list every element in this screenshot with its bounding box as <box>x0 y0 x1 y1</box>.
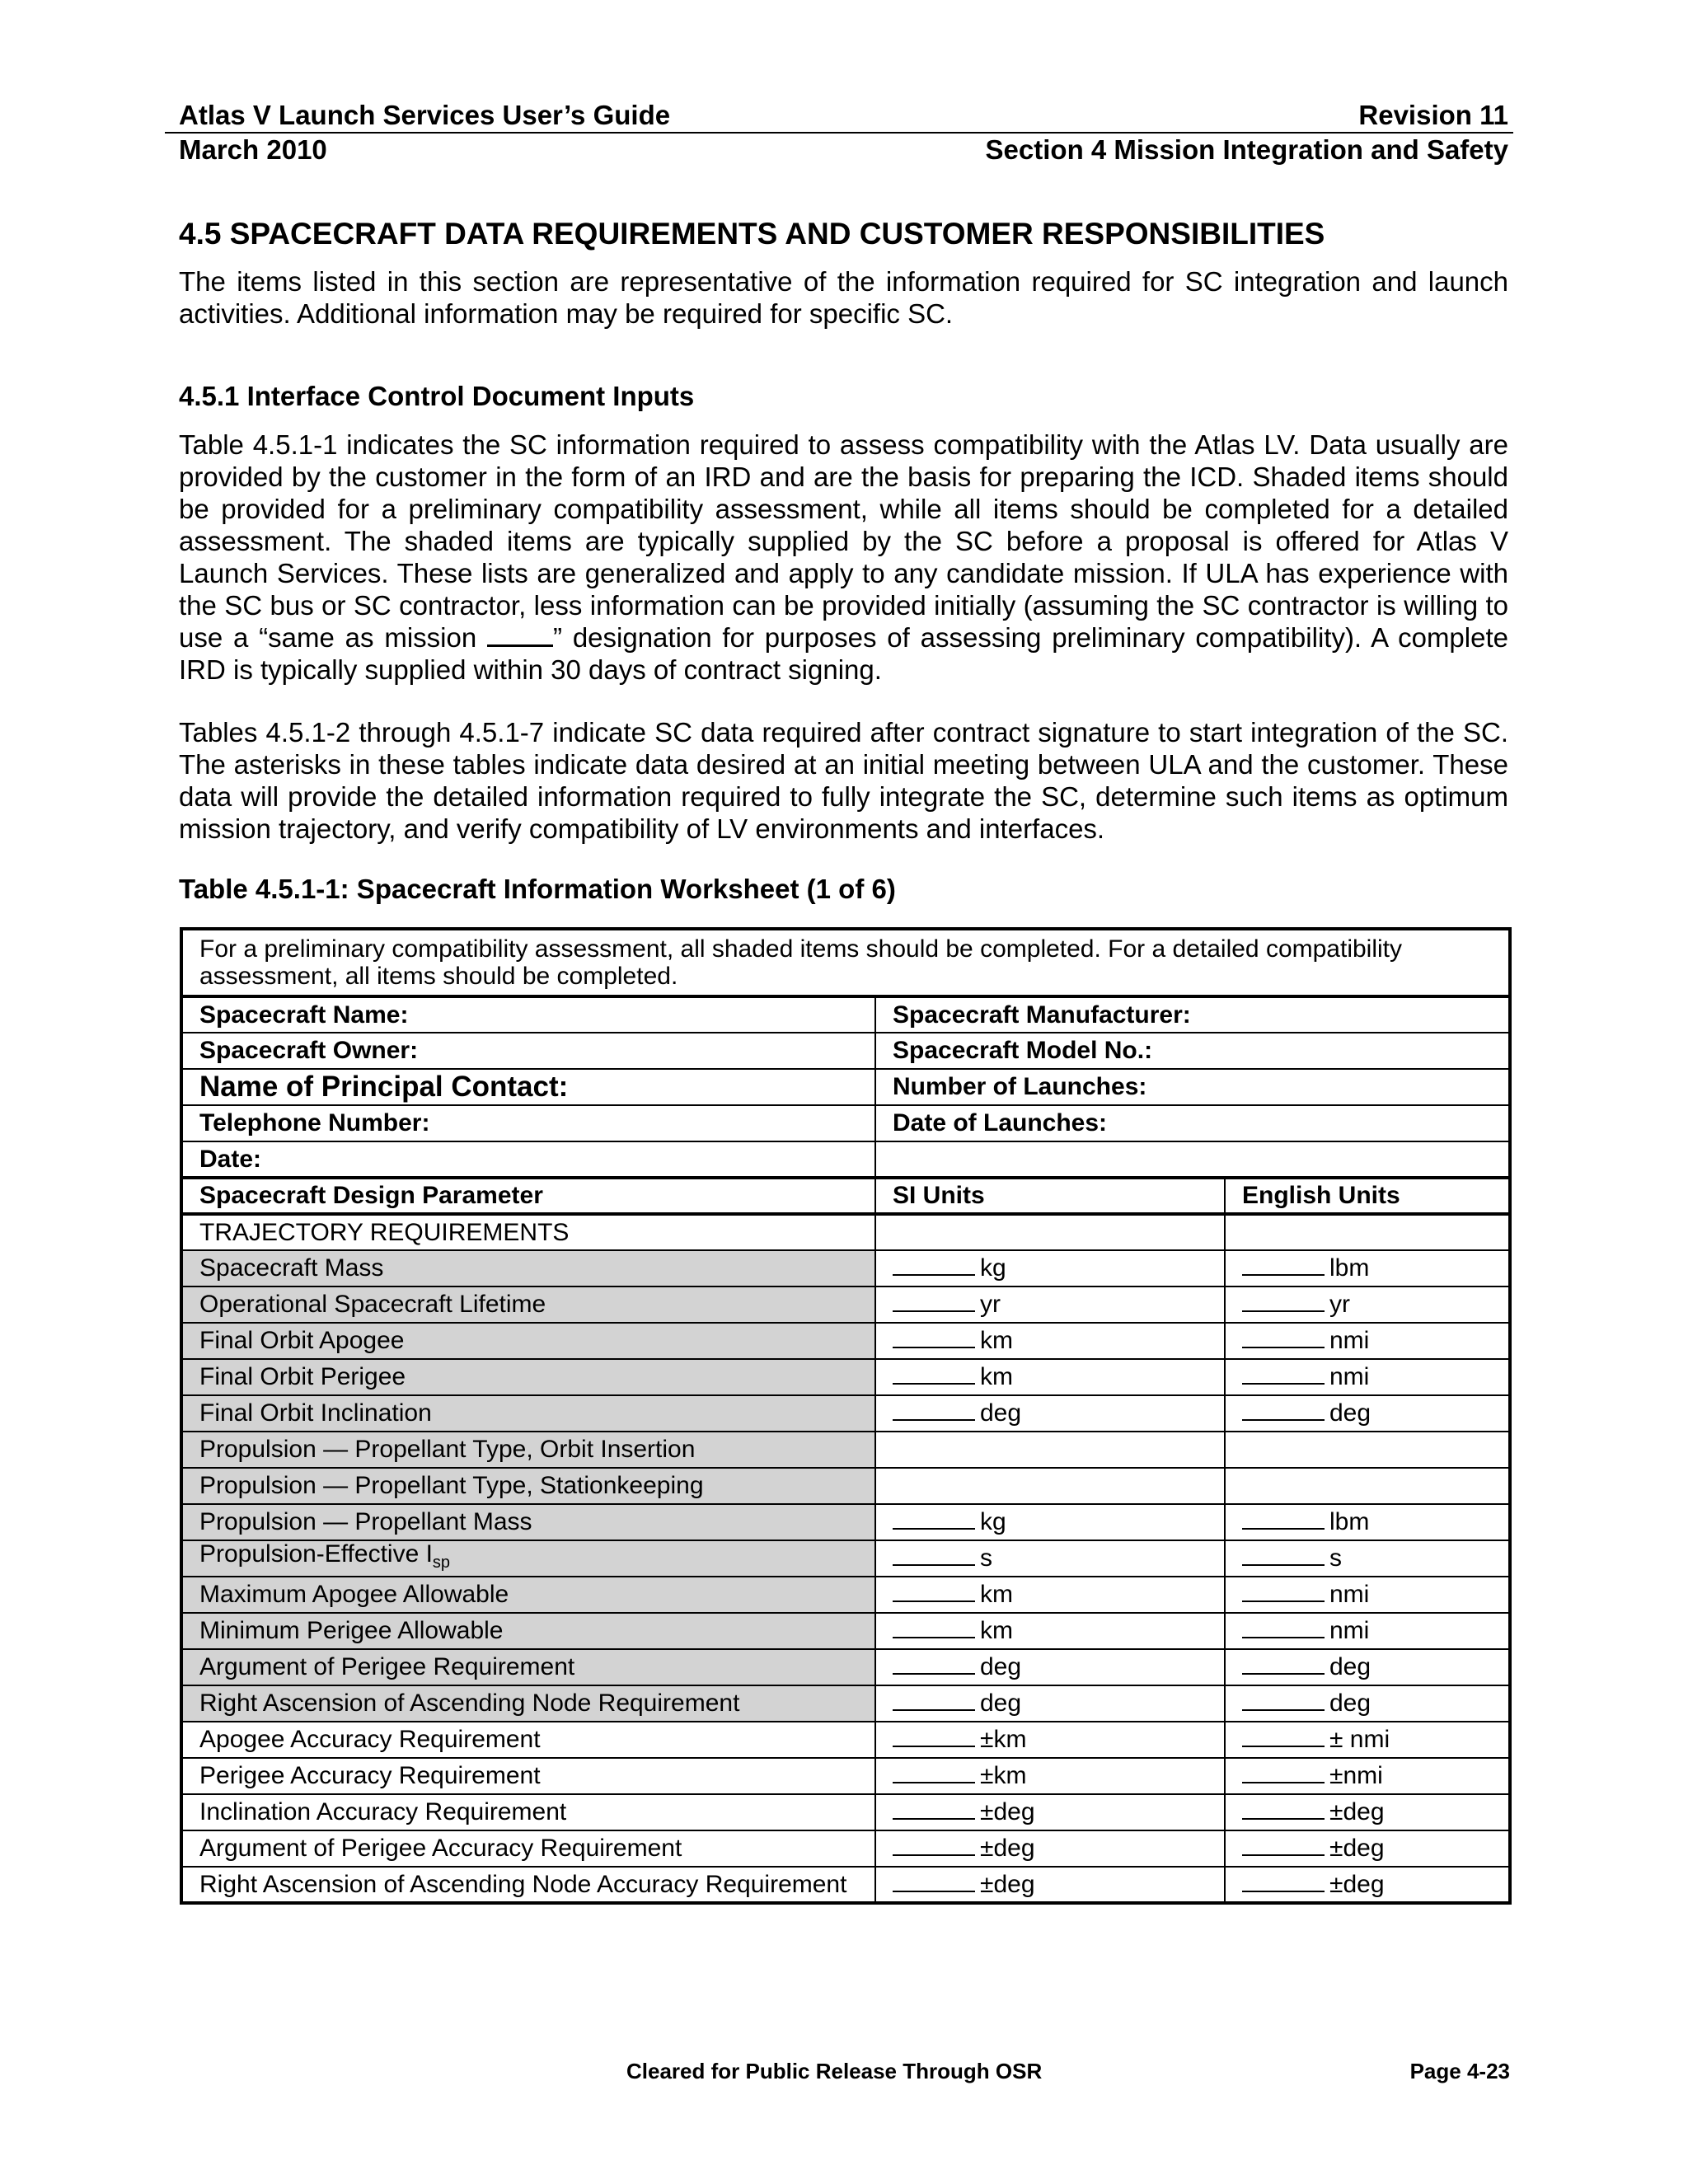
parameter-cell <box>181 1323 875 1359</box>
english-value-cell <box>1225 1432 1510 1468</box>
unit-label: kg <box>980 1254 1006 1282</box>
fill-in-blank[interactable] <box>893 1365 975 1385</box>
parameter-label: Apogee Accuracy Requirement <box>199 1726 541 1753</box>
unit-label: ± nmi <box>1329 1726 1390 1753</box>
unit-label: kg <box>980 1508 1006 1535</box>
column-header-english-units: English Units <box>1225 1178 1510 1214</box>
fill-in-blank[interactable] <box>893 1619 975 1638</box>
fill-in-blank[interactable] <box>1242 1365 1325 1385</box>
section-intro-paragraph: The items listed in this section are representative of the information required for SC integration and launch activities. Additional information may be required for specific SC. <box>179 266 1508 329</box>
fill-in-blank[interactable] <box>1242 1510 1325 1530</box>
unit-label: ±km <box>980 1726 1027 1753</box>
parameter-label: Final Orbit Inclination <box>199 1399 432 1427</box>
parameter-cell <box>181 1758 875 1794</box>
si-value-cell[interactable] <box>875 1250 1225 1286</box>
parameter-subscript: sp <box>432 1554 451 1572</box>
group-heading-trajectory: TRAJECTORY REQUIREMENTS <box>181 1214 875 1250</box>
fill-in-blank[interactable] <box>893 1582 975 1602</box>
document-date: March 2010 <box>179 134 327 165</box>
fill-in-blank[interactable] <box>893 1727 975 1747</box>
icd-inputs-paragraph <box>179 429 1508 686</box>
unit-label: ±deg <box>1329 1835 1385 1862</box>
parameter-cell <box>181 1468 875 1504</box>
column-header-si-units: SI Units <box>875 1178 1225 1214</box>
parameter-label: Right Ascension of Ascending Node Accuracy Requirement <box>199 1870 847 1898</box>
fill-in-blank[interactable] <box>1242 1619 1325 1638</box>
telephone-number-field[interactable]: Telephone Number: <box>181 1105 875 1141</box>
unit-label: nmi <box>1329 1581 1370 1608</box>
parameter-label: Minimum Perigee Allowable <box>199 1617 504 1644</box>
unit-label: deg <box>1329 1399 1372 1427</box>
unit-label: deg <box>980 1653 1022 1680</box>
running-header-bottom <box>165 134 1508 166</box>
fill-in-blank[interactable] <box>1242 1691 1325 1711</box>
unit-label: ±deg <box>1329 1798 1385 1825</box>
fill-in-blank[interactable] <box>1242 1872 1325 1892</box>
parameter-label: Argument of Perigee Requirement <box>199 1653 575 1680</box>
english-value-cell[interactable] <box>1225 1830 1510 1867</box>
english-value-cell[interactable] <box>1225 1540 1510 1577</box>
si-value-cell[interactable] <box>875 1758 1225 1794</box>
fill-in-blank[interactable] <box>1242 1800 1325 1820</box>
parameter-label: Right Ascension of Ascending Node Requirement <box>199 1690 740 1717</box>
unit-label: km <box>980 1363 1013 1390</box>
table-row <box>181 1758 1510 1794</box>
si-value-cell[interactable] <box>875 1722 1225 1758</box>
parameter-cell <box>181 1722 875 1758</box>
si-value-cell[interactable] <box>875 1685 1225 1722</box>
table-row <box>181 1649 1510 1685</box>
english-value-cell[interactable] <box>1225 1504 1510 1540</box>
release-statement: Cleared for Public Release Through OSR <box>626 2059 1043 2083</box>
fill-in-blank[interactable] <box>1242 1546 1325 1566</box>
parameter-cell <box>181 1649 875 1685</box>
fill-in-blank[interactable] <box>893 1764 975 1783</box>
fill-in-blank[interactable] <box>893 1800 975 1820</box>
parameter-label: Perigee Accuracy Requirement <box>199 1762 541 1789</box>
unit-label: lbm <box>1329 1508 1370 1535</box>
unit-label: ±deg <box>980 1798 1035 1825</box>
date-field[interactable]: Date: <box>181 1141 875 1178</box>
english-value-cell[interactable] <box>1225 1286 1510 1323</box>
table-row <box>181 1613 1510 1649</box>
si-value-cell[interactable] <box>875 1577 1225 1613</box>
table-row <box>181 1395 1510 1432</box>
parameter-cell <box>181 1867 875 1903</box>
fill-in-blank[interactable] <box>1242 1727 1325 1747</box>
principal-contact-field[interactable]: Name of Principal Contact: <box>181 1069 875 1105</box>
si-value-cell[interactable] <box>875 1286 1225 1323</box>
empty-cell <box>1225 1214 1510 1250</box>
spacecraft-model-field[interactable]: Spacecraft Model No.: <box>875 1033 1510 1069</box>
parameter-cell <box>181 1794 875 1830</box>
section-heading: 4.5 SPACECRAFT DATA REQUIREMENTS AND CUSTOMER RESPONSIBILITIES <box>179 217 1325 251</box>
english-value-cell[interactable] <box>1225 1613 1510 1649</box>
fill-in-blank[interactable] <box>1242 1582 1325 1602</box>
parameter-cell <box>181 1577 875 1613</box>
table-row <box>181 1830 1510 1867</box>
unit-label: ±deg <box>1329 1870 1385 1898</box>
si-value-cell[interactable] <box>875 1323 1225 1359</box>
spacecraft-owner-field[interactable]: Spacecraft Owner: <box>181 1033 875 1069</box>
parameter-cell <box>181 1432 875 1468</box>
si-value-cell[interactable] <box>875 1613 1225 1649</box>
unit-label: yr <box>980 1291 1001 1318</box>
parameter-label: Propulsion — Propellant Type, Orbit Insertion <box>199 1436 696 1463</box>
unit-label: deg <box>1329 1690 1372 1717</box>
english-value-cell[interactable] <box>1225 1685 1510 1722</box>
parameter-label: Operational Spacecraft Lifetime <box>199 1291 546 1318</box>
empty-cell <box>875 1214 1225 1250</box>
fill-in-blank[interactable] <box>893 1836 975 1856</box>
fill-in-blank[interactable] <box>1242 1764 1325 1783</box>
english-value-cell[interactable] <box>1225 1395 1510 1432</box>
si-value-cell[interactable] <box>875 1359 1225 1395</box>
fill-in-blank[interactable] <box>893 1401 975 1421</box>
english-value-cell[interactable] <box>1225 1758 1510 1794</box>
fill-in-blank[interactable] <box>893 1510 975 1530</box>
table-row <box>181 1504 1510 1540</box>
parameter-label: Propulsion-Effective I <box>199 1540 433 1568</box>
unit-label: km <box>980 1327 1013 1354</box>
unit-label: ±deg <box>980 1835 1035 1862</box>
unit-label: ±nmi <box>1329 1762 1383 1789</box>
table-row <box>181 1540 1510 1577</box>
fill-in-blank[interactable] <box>1242 1401 1325 1421</box>
si-value-cell[interactable] <box>875 1649 1225 1685</box>
table-row <box>181 1794 1510 1830</box>
parameter-cell <box>181 1613 875 1649</box>
parameter-cell <box>181 1250 875 1286</box>
number-of-launches-field[interactable]: Number of Launches: <box>875 1069 1510 1105</box>
unit-label: nmi <box>1329 1363 1370 1390</box>
english-value-cell[interactable] <box>1225 1649 1510 1685</box>
english-value-cell[interactable] <box>1225 1577 1510 1613</box>
spacecraft-info-worksheet <box>180 927 1512 1905</box>
parameter-label: Maximum Apogee Allowable <box>199 1581 509 1608</box>
english-value-cell[interactable] <box>1225 1722 1510 1758</box>
fill-in-blank[interactable] <box>1242 1329 1325 1348</box>
parameter-cell <box>181 1830 875 1867</box>
unit-label: deg <box>1329 1653 1372 1680</box>
si-value-cell[interactable] <box>875 1504 1225 1540</box>
fill-in-blank[interactable] <box>1242 1655 1325 1675</box>
si-value-cell[interactable] <box>875 1794 1225 1830</box>
table-row <box>181 1722 1510 1758</box>
revision-label: Revision 11 <box>1358 100 1508 130</box>
si-value-cell[interactable] <box>875 1867 1225 1903</box>
subsection-heading: 4.5.1 Interface Control Document Inputs <box>179 381 695 411</box>
unit-label: lbm <box>1329 1254 1370 1282</box>
unit-label: deg <box>980 1690 1022 1717</box>
empty-cell <box>875 1141 1510 1178</box>
parameter-label: Inclination Accuracy Requirement <box>199 1798 567 1825</box>
fill-in-blank[interactable] <box>1242 1292 1325 1312</box>
parameter-cell <box>181 1395 875 1432</box>
si-value-cell <box>875 1432 1225 1468</box>
table-row <box>181 1250 1510 1286</box>
parameter-label: Propulsion — Propellant Type, Stationkeeping <box>199 1472 704 1499</box>
fill-in-blank <box>487 623 553 647</box>
table-row <box>181 1468 1510 1504</box>
parameter-cell <box>181 1504 875 1540</box>
english-value-cell <box>1225 1468 1510 1504</box>
parameter-cell <box>181 1540 875 1577</box>
fill-in-blank[interactable] <box>1242 1836 1325 1856</box>
page-number: Page 4-23 <box>1409 2059 1510 2083</box>
parameter-label: Final Orbit Perigee <box>199 1363 406 1390</box>
unit-label: nmi <box>1329 1327 1370 1354</box>
parameter-cell <box>181 1286 875 1323</box>
parameter-cell <box>181 1685 875 1722</box>
parameter-label: Argument of Perigee Accuracy Requirement <box>199 1835 682 1862</box>
si-value-cell[interactable] <box>875 1395 1225 1432</box>
table-row <box>181 1867 1510 1903</box>
date-of-launches-field[interactable]: Date of Launches: <box>875 1105 1510 1141</box>
si-value-cell <box>875 1468 1225 1504</box>
table-caption: Table 4.5.1-1: Spacecraft Information Worksheet (1 of 6) <box>179 874 896 904</box>
table-row <box>181 1577 1510 1613</box>
parameter-label: Final Orbit Apogee <box>199 1327 405 1354</box>
spacecraft-name-field[interactable]: Spacecraft Name: <box>181 996 875 1033</box>
tables-paragraph: Tables 4.5.1-2 through 4.5.1-7 indicate SC data required after contract signature to start integration of the SC. The asterisks in these tables indicate data desired at an initial meeting between ULA and the customer. These data will provide the detailed information required to fully integrate the SC, determine such items as optimum mission trajectory, and verify compatibility of LV environments and interfaces. <box>179 717 1508 844</box>
table-row <box>181 1432 1510 1468</box>
document-title: Atlas V Launch Services User’s Guide <box>179 100 671 130</box>
fill-in-blank[interactable] <box>893 1256 975 1276</box>
unit-label: ±km <box>980 1762 1027 1789</box>
table-row <box>181 1323 1510 1359</box>
unit-label: km <box>980 1581 1013 1608</box>
table-row <box>181 1685 1510 1722</box>
english-value-cell[interactable] <box>1225 1323 1510 1359</box>
fill-in-blank[interactable] <box>893 1329 975 1348</box>
fill-in-blank[interactable] <box>893 1546 975 1566</box>
unit-label: km <box>980 1617 1013 1644</box>
english-value-cell[interactable] <box>1225 1250 1510 1286</box>
parameter-label: Spacecraft Mass <box>199 1254 384 1282</box>
unit-label: nmi <box>1329 1617 1370 1644</box>
section-label: Section 4 Mission Integration and Safety <box>985 134 1508 165</box>
worksheet-instructions: For a preliminary compatibility assessment, all shaded items should be completed. For a detailed compatibility assessment, all items should be completed. <box>181 929 1510 996</box>
si-value-cell[interactable] <box>875 1830 1225 1867</box>
english-value-cell[interactable] <box>1225 1794 1510 1830</box>
running-header-top <box>165 99 1508 132</box>
si-value-cell[interactable] <box>875 1540 1225 1577</box>
fill-in-blank[interactable] <box>893 1655 975 1675</box>
unit-label: s <box>1329 1544 1342 1572</box>
spacecraft-manufacturer-field[interactable]: Spacecraft Manufacturer: <box>875 996 1510 1033</box>
paragraph-text: Table 4.5.1-1 indicates the SC information required to assess compatibility with the Atlas LV. Data usually are provided by the customer in the form of an IRD and are the basis for preparing the ICD. Shaded items should be provided for a preliminary compatibility assessment, while all items should be completed for a detailed assessment. The shaded items are typically supplied by the SC before a proposal is offered for Atlas V Launch Services. These lists are generalized and apply to any candidate mission. If ULA has experience with the SC bus or SC contractor, less information can be provided initially (assuming the SC contractor is willing to use a “same as mission <box>179 429 1508 653</box>
parameter-cell <box>181 1359 875 1395</box>
column-header-parameter: Spacecraft Design Parameter <box>181 1178 875 1214</box>
unit-label: ±deg <box>980 1870 1035 1898</box>
parameter-label: Propulsion — Propellant Mass <box>199 1508 532 1535</box>
fill-in-blank[interactable] <box>893 1691 975 1711</box>
english-value-cell[interactable] <box>1225 1359 1510 1395</box>
fill-in-blank[interactable] <box>1242 1256 1325 1276</box>
paragraph-text-continued: ” designation for purposes of assessing preliminary compatibility). A complete IRD is typically supplied within 30 days of contract signing. <box>179 622 1508 685</box>
table-row <box>181 1286 1510 1323</box>
fill-in-blank[interactable] <box>893 1872 975 1892</box>
english-value-cell[interactable] <box>1225 1867 1510 1903</box>
unit-label: yr <box>1329 1291 1350 1318</box>
table-row <box>181 1359 1510 1395</box>
fill-in-blank[interactable] <box>893 1292 975 1312</box>
unit-label: s <box>980 1544 992 1572</box>
unit-label: deg <box>980 1399 1022 1427</box>
